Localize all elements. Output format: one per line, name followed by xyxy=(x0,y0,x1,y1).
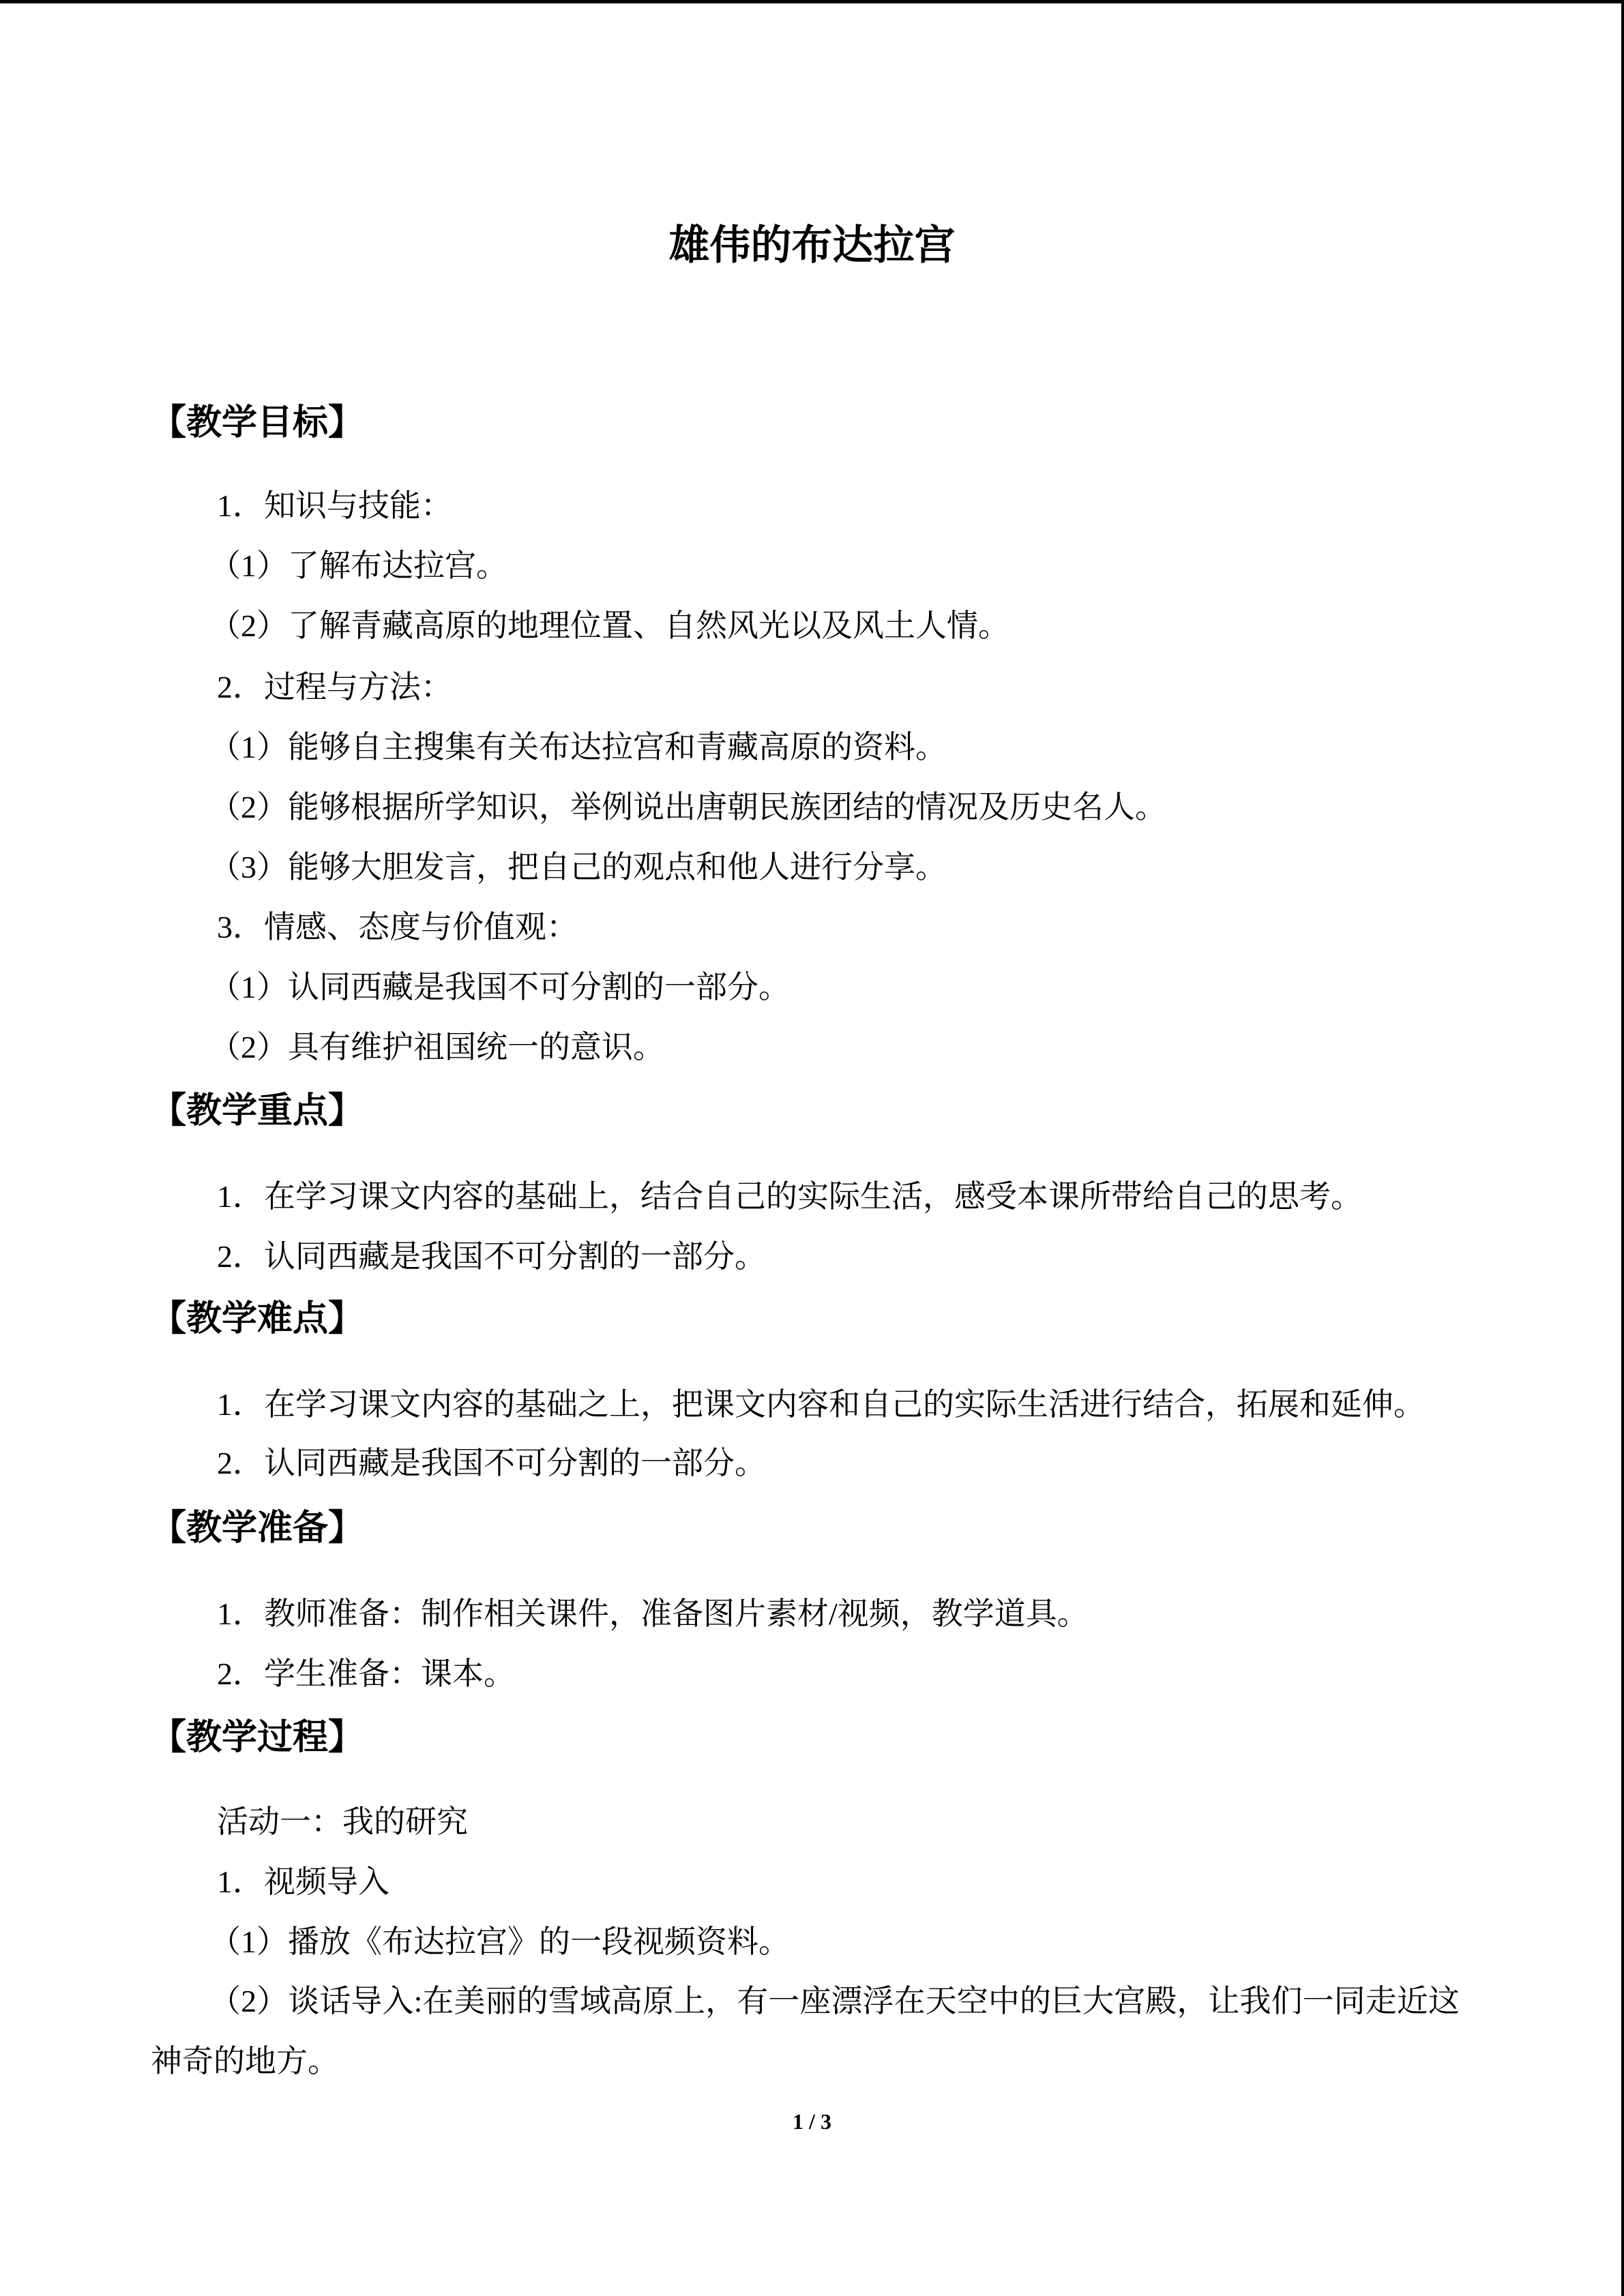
text-line: 2．认同西藏是我国不可分割的一部分。 xyxy=(217,1239,766,1274)
text-line: 1．在学习课文内容的基础之上，把课文内容和自己的实际生活进行结合，拓展和延伸。 xyxy=(217,1387,1425,1422)
text-line: （2）能够根据所学知识，举例说出唐朝民族团结的情况及历史名人。 xyxy=(209,790,1166,824)
text-line: 活动一：我的研究 xyxy=(217,1804,468,1839)
text-line: 3．情感、态度与价值观： xyxy=(217,910,578,944)
text-line: 2．认同西藏是我国不可分割的一部分。 xyxy=(217,1446,766,1480)
section-heading-key-points: 【教学重点】 xyxy=(151,1092,364,1131)
text-line: （1）能够自主搜集有关布达拉宫和青藏高原的资料。 xyxy=(209,730,947,764)
text-line: （3）能够大胆发言，把自己的观点和他人进行分享。 xyxy=(209,850,947,884)
text-line: （2）具有维护祖国统一的意识。 xyxy=(209,1030,664,1064)
section-heading-process: 【教学过程】 xyxy=(151,1718,364,1757)
section-heading-difficulties: 【教学难点】 xyxy=(151,1300,364,1339)
text-line: （2）了解青藏高原的地理位置、自然风光以及风土人情。 xyxy=(209,608,1009,643)
text-paragraph: （2）谈话导入:在美丽的雪域高原上，有一座漂浮在天空中的巨大宫殿，让我们一同走近这神奇的地方。 xyxy=(151,1984,1460,2078)
text-line: （1）了解布达拉宫。 xyxy=(209,548,507,583)
text-line: （1）播放《布达拉宫》的一段视频资料。 xyxy=(209,1924,790,1959)
text-line: 1．知识与技能： xyxy=(217,488,452,523)
section-heading-objectives: 【教学目标】 xyxy=(151,404,364,443)
page-number: 1 / 3 xyxy=(793,2109,831,2134)
text-line: 2．过程与方法： xyxy=(217,670,452,704)
text-line: 1．在学习课文内容的基础上，结合自己的实际生活，感受本课所带给自己的思考。 xyxy=(217,1179,1362,1214)
text-line: 1．视频导入 xyxy=(217,1864,389,1899)
text-line: 2．学生准备：课本。 xyxy=(217,1656,515,1691)
section-heading-preparation: 【教学准备】 xyxy=(151,1509,364,1548)
document-title: 雄伟的布达拉宫 xyxy=(668,223,956,268)
text-line: （1）认同西藏是我国不可分割的一部分。 xyxy=(209,970,790,1004)
text-line: 1．教师准备：制作相关课件，准备图片素材/视频，教学道具。 xyxy=(217,1596,1089,1631)
